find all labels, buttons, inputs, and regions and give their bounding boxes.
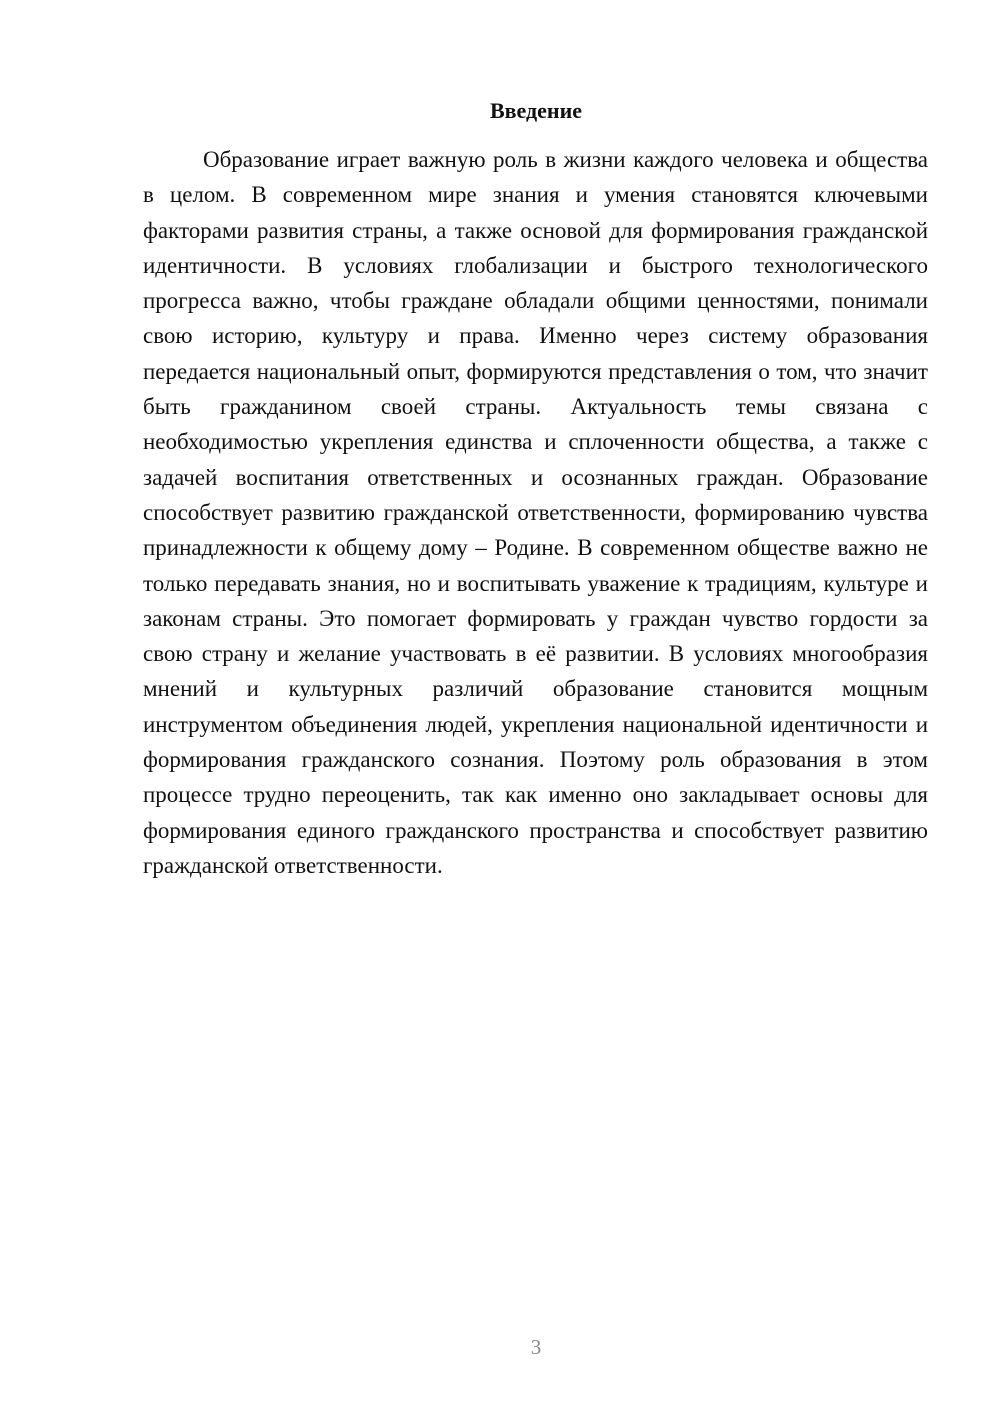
page-number: 3 xyxy=(530,1335,542,1359)
section-heading: Введение xyxy=(489,98,583,123)
body-paragraph: Образование играет важную роль в жизни каждого человека и общества в целом. В современном мире знания и умения становятся ключевыми факторами развития страны, а также основой для формирования гражданской идентичности. В условиях глобализации и быстрого технологического прогресса важно, чтобы граждане обладали общими ценностями, понимали свою историю, культуру и права. Именно через систему образования передается национальный опыт, формируются представления о том, что значит быть гражданином своей страны. Актуальность темы связана с необходимостью укрепления единства и сплоченности общества, а также с задачей воспитания ответственных и осознанных граждан. Образование способствует развитию гражданской ответственности, формированию чувства принадлежности к общему дому – Родине. В современном обществе важно не только передавать знания, но и воспитывать уважение к традициям, культуре и законам страны. Это помогает формировать у граждан чувство гордости за свою страну и желание участвовать в её развитии. В условиях многообразия мнений и культурных различий образование становится мощным инструментом объединения людей, укрепления национальной идентичности и формирования гражданского сознания. Поэтому роль образования в этом процессе трудно переоценить, так как именно оно закладывает основы для формирования единого гражданского пространства и способствует развитию гражданской ответственности. xyxy=(143,147,928,878)
